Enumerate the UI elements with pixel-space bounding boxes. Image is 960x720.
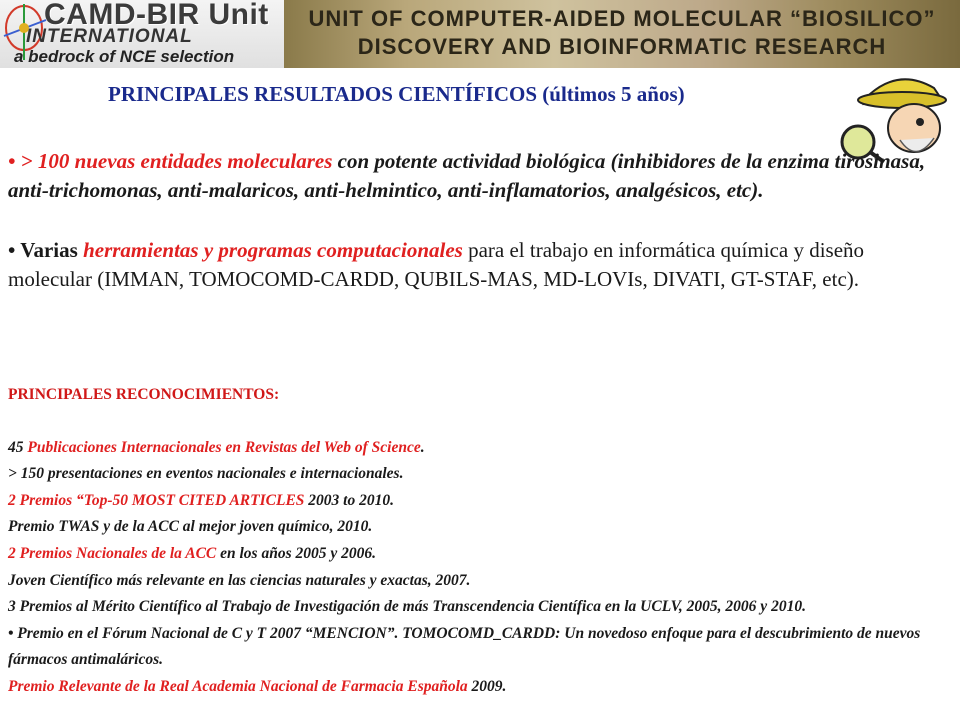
page-title: PRINCIPALES RESULTADOS CIENTÍFICOS (últimos 5 años) bbox=[108, 82, 685, 106]
recognitions-list bbox=[8, 382, 952, 701]
recognition-item: 45 Publicaciones Internacionales en Revistas del Web of Science. bbox=[8, 438, 425, 456]
camd-bir-logo bbox=[0, 0, 284, 68]
result-tools bbox=[8, 236, 948, 294]
logo-line-3: a bedrock of NCE selection bbox=[14, 47, 235, 66]
recognitions-header: PRINCIPALES RECONOCIMIENTOS: bbox=[8, 386, 280, 403]
logo-line-2: INTERNATIONAL bbox=[26, 26, 193, 47]
result-tools-lead: Varias bbox=[20, 238, 84, 262]
result-molecules-highlight: > 100 nuevas entidades moleculares bbox=[20, 149, 333, 173]
bullet-icon: • bbox=[8, 238, 21, 262]
recognition-item: Premio TWAS y de la ACC al mejor joven químico, 2010. bbox=[8, 518, 373, 536]
result-tools-text: para el trabajo en informática química y diseño molecular (IMMAN, TOMOCOMD-CARDD, QUBILS-MAS, MD-LOVIs, DIVATI, GT-STAF, etc). bbox=[8, 238, 865, 291]
recognition-item: 2 Premios “Top-50 MOST CITED ARTICLES 2003 to 2010. bbox=[8, 491, 394, 509]
result-molecules bbox=[8, 147, 948, 205]
banner-line-1: UNIT OF COMPUTER-AIDED MOLECULAR “BIOSILICO” bbox=[308, 6, 936, 31]
header bbox=[0, 0, 960, 68]
recognition-item: > 150 presentaciones en eventos nacionales e internacionales. bbox=[8, 465, 404, 483]
result-tools-highlight: herramientas y programas computacionales bbox=[83, 238, 463, 262]
recognition-item: 3 Premios al Mérito Científico al Trabajo de Investigación de más Transcendencia Científica en la UCLV, 2005, 2006 y 2010. bbox=[8, 598, 806, 616]
banner bbox=[284, 0, 960, 68]
recognition-item: 2 Premios Nacionales de la ACC en los años 2005 y 2006. bbox=[8, 544, 376, 562]
banner-line-2: DISCOVERY AND BIOINFORMATIC RESEARCH bbox=[357, 34, 887, 59]
recognition-item: • Premio en el Fórum Nacional de C y T 2007 “MENCION”. TOMOCOMD_CARDD: Un novedoso enfoque para el descubrimiento de nuevos fármacos antimaláricos. bbox=[8, 624, 921, 669]
recognition-item: Premio Relevante de la Real Academia Nacional de Farmacia Española 2009. bbox=[8, 677, 507, 695]
bullet-icon: • bbox=[8, 149, 21, 173]
result-molecules-text: con potente actividad biológica (inhibidores de la enzima tirosinasa, anti-trichomonas, anti-malaricos, anti-helmintico, anti-inflamatorios, analgésicos, etc). bbox=[8, 149, 926, 202]
logo-line-1: CAMD-BIR Unit bbox=[44, 0, 269, 31]
recognition-item: Joven Científico más relevante en las ciencias naturales y exactas, 2007. bbox=[8, 571, 471, 589]
